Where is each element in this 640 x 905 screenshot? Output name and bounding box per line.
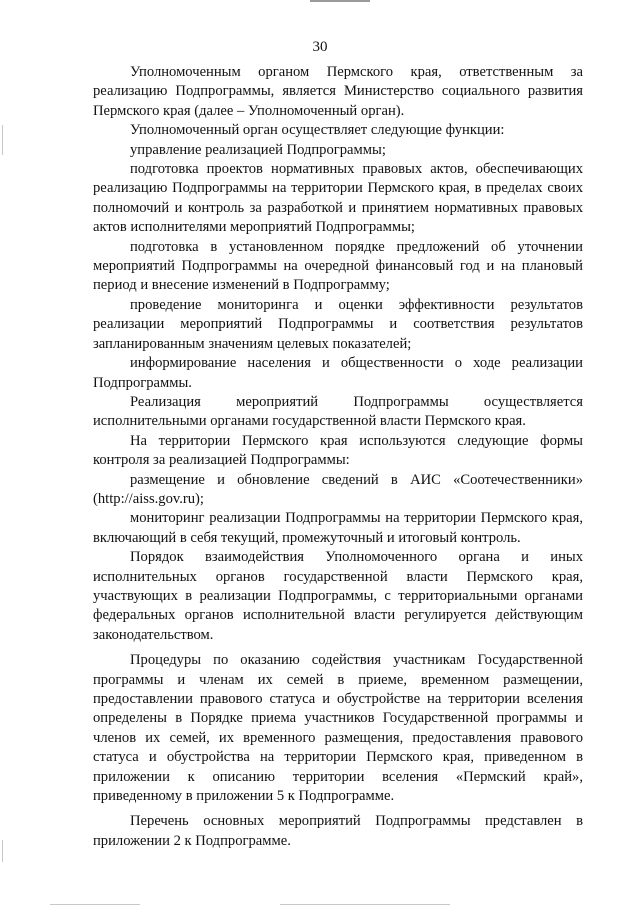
scan-artifact-left-lower bbox=[2, 840, 3, 862]
paragraph: Уполномоченным органом Пермского края, ответственным за реализацию Подпрограммы, является Министерство социального развития Пермского края (далее – Уполномоченный орган). bbox=[93, 64, 583, 119]
paragraph: Процедуры по оказанию содействия участникам Государственной программы и членам их семей в приеме, временном размещении, предоставлении правового статуса и обустройстве на территории вселения определены в Порядке приема участников Государственной программы и членов их семей, их временного размещения, предоставления правового статуса и обустройства на территории Пермского края, приведенном в приложении к описанию территории вселения «Пермский край», приведенному в приложении 5 к Подпрограмме. bbox=[93, 652, 583, 805]
page-number: 30 bbox=[312, 39, 328, 55]
body-text bbox=[93, 63, 583, 851]
paragraph: На территории Пермского края используются следующие формы контроля за реализацией Подпрограммы: bbox=[93, 432, 583, 469]
paragraph: подготовка проектов нормативных правовых актов, обеспечивающих реализацию Подпрограммы на территории Пермского края, в пределах своих полномочий и контроль за разработкой и принятием нормативных правовых актов исполнителями мероприятий Подпрограммы; bbox=[93, 161, 583, 236]
scan-artifact-left-upper bbox=[2, 125, 3, 155]
paragraph: Реализация мероприятий Подпрограммы осуществляется исполнительными органами государственной власти Пермского края. bbox=[93, 393, 583, 430]
paragraph: проведение мониторинга и оценки эффективности результатов реализации мероприятий Подпрограммы и соответствия результатов запланированным значениям целевых показателей; bbox=[93, 296, 583, 352]
paragraph: информирование населения и общественности о ходе реализации Подпрограммы. bbox=[93, 355, 583, 391]
paragraph: размещение и обновление сведений в АИС «Соотечественники» (http://aiss.gov.ru); bbox=[93, 471, 583, 507]
paragraph: мониторинг реализации Подпрограммы на территории Пермского края, включающий в себя текущий, промежуточный и итоговый контроль. bbox=[93, 510, 583, 546]
scan-artifact-top bbox=[310, 0, 370, 2]
paragraph: Перечень основных мероприятий Подпрограммы представлен в приложении 2 к Подпрограмме. bbox=[93, 813, 583, 849]
paragraph: подготовка в установленном порядке предложений об уточнении мероприятий Подпрограммы на очередной финансовый год и на плановый период и внесение изменений в Подпрограмму; bbox=[93, 238, 583, 294]
paragraph: Порядок взаимодействия Уполномоченного органа и иных исполнительных органов государственной власти Пермского края, участвующих в реализации Подпрограммы, с территориальными органами федеральных органов исполнительной власти регулируется действующим законодательством. bbox=[93, 549, 583, 643]
paragraph: Уполномоченный орган осуществляет следующие функции: bbox=[130, 122, 505, 139]
paragraph: управление реализацией Подпрограммы; bbox=[130, 141, 386, 158]
